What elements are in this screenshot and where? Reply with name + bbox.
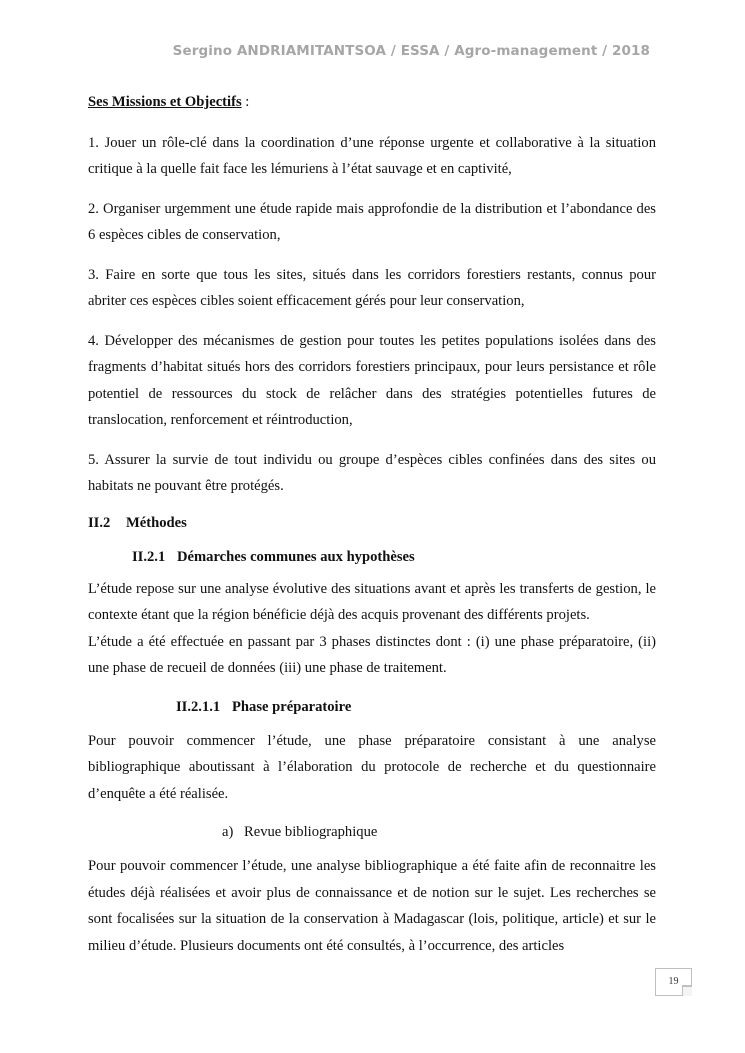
missions-title: Ses Missions et Objectifs <box>88 94 242 110</box>
subsubsection-heading-phase <box>176 694 656 720</box>
subsection-title: Démarches communes aux hypothèses <box>177 548 415 565</box>
revue-paragraph: Pour pouvoir commencer l’étude, une analyse bibliographique a été faite afin de reconnaitre les études déjà réalisées et avoir plus de connaissance et de notion sur le sujet. Les recherches se sont focalisées sur la situation de la conservation à Madagascar (lois, politique, article) et sur le milieu d’étude. Plusieurs documents ont été consultés, à l’occurrence, des articles <box>88 858 656 954</box>
subsubsection-number: II.2.1.1 <box>176 698 221 715</box>
item-title: Revue bibliographique <box>244 824 378 840</box>
mission-item-2: 2. Organiser urgemment une étude rapide mais approfondie de la distribution et l’abondance des 6 espèces cibles de conservation, <box>88 200 656 243</box>
page-corner-fold <box>682 986 692 996</box>
item-heading-revue <box>222 819 656 845</box>
subsection-number: II.2.1 <box>132 548 166 565</box>
section-heading-methodes <box>88 510 656 536</box>
mission-item-1: 1. Jouer un rôle-clé dans la coordination d’une réponse urgente et collaborative à la situation critique à la quelle fait face les lémuriens à l’état sauvage et en captivité, <box>88 134 656 177</box>
section-number: II.2 <box>88 514 111 531</box>
missions-title-suffix: : <box>241 94 250 110</box>
running-header: Sergino ANDRIAMITANTSOA / ESSA / Agro-management / 2018 <box>172 43 650 59</box>
demarches-paragraph-1: L’étude repose sur une analyse évolutive des situations avant et après les transferts de gestion, le contexte étant que la région bénéficie déjà des acquis provenant des différents projets. <box>88 580 656 623</box>
subsection-heading-demarches <box>132 544 656 570</box>
missions-heading <box>88 89 656 116</box>
demarches-paragraph-2: L’étude a été effectuée en passant par 3 phases distinctes dont : (i) une phase préparatoire, (ii) une phase de recueil de données (iii) une phase de traitement. <box>88 633 656 676</box>
subsubsection-title: Phase préparatoire <box>232 698 352 715</box>
section-title: Méthodes <box>126 514 187 531</box>
phase-preparatoire-paragraph: Pour pouvoir commencer l’étude, une phase préparatoire consistant à une analyse bibliographique aboutissant à l’élaboration du protocole de recherche et du questionnaire d’enquête a été réalisée. <box>88 732 656 802</box>
mission-item-3: 3. Faire en sorte que tous les sites, situés dans les corridors forestiers restants, connus pour abriter ces espèces cibles soient efficacement gérés pour leur conservation, <box>88 266 656 309</box>
page-number: 19 <box>655 968 692 996</box>
mission-item-5: 5. Assurer la survie de tout individu ou groupe d’espèces cibles confinées dans des sites ou habitats ne pouvant être protégés. <box>88 451 656 494</box>
item-marker: a) <box>222 824 234 840</box>
mission-item-4: 4. Développer des mécanismes de gestion pour toutes les petites populations isolées dans des fragments d’habitat situés hors des corridors forestiers principaux, pour leurs persistance et rôle potentiel de ressources du stock de relâcher dans des stratégies potentielles futures de translocation, renforcement et réintroduction, <box>88 332 656 428</box>
page-body <box>88 89 656 959</box>
